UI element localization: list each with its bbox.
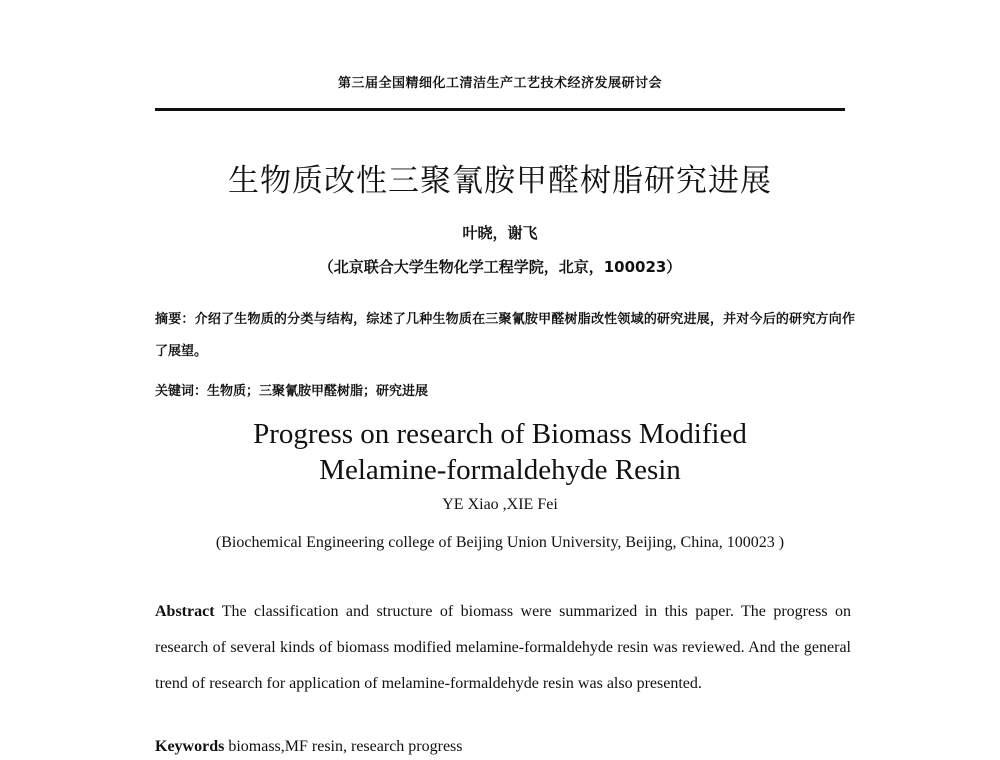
en-keywords-text: biomass,MF resin, research progress <box>228 738 463 755</box>
conference-header: 第三届全国精细化工清洁生产工艺技术经济发展研讨会 <box>337 76 662 91</box>
en-keywords-label: Keywords <box>155 738 225 755</box>
cn-authors: 叶晓，谢飞 <box>462 224 538 242</box>
en-abstract-text: The classification and structure of biomass were summarized in this paper. The progress on research of several kinds of biomass modified melamine-formaldehyde resin was reviewed. And the general trend of research for application of melamine-formaldehyde resin was also presented. <box>155 603 851 692</box>
en-keywords <box>155 738 463 756</box>
cn-keywords <box>155 380 428 399</box>
en-title-line-1: Progress on research of Biomass Modified <box>253 418 747 450</box>
cn-affiliation: （北京联合大学生物化学工程学院，北京，100023） <box>318 258 682 276</box>
cn-abstract-text: 介绍了生物质的分类与结构，综述了几种生物质在三聚氰胺甲醛树脂改性领域的研究进展，并对今后的研究方向作了展望。 <box>155 312 855 359</box>
en-affiliation: (Biochemical Engineering college of Beijing Union University, Beijing, China, 100023 ) <box>215 534 785 551</box>
cn-abstract <box>155 304 855 368</box>
cn-abstract-label: 摘要： <box>155 312 195 327</box>
en-paper-title <box>0 416 1000 488</box>
en-abstract-label: Abstract <box>155 603 215 620</box>
cn-keywords-label: 关键词： <box>155 384 208 399</box>
cn-paper-title: 生物质改性三聚氰胺甲醛树脂研究进展 <box>228 163 772 199</box>
en-abstract <box>155 594 851 702</box>
en-authors: YE Xiao ,XIE Fei <box>442 496 558 513</box>
en-title-line-2: Melamine-formaldehyde Resin <box>319 454 681 486</box>
header-rule <box>155 108 845 111</box>
cn-keywords-text: 生物质；三聚氰胺甲醛树脂；研究进展 <box>207 384 429 399</box>
